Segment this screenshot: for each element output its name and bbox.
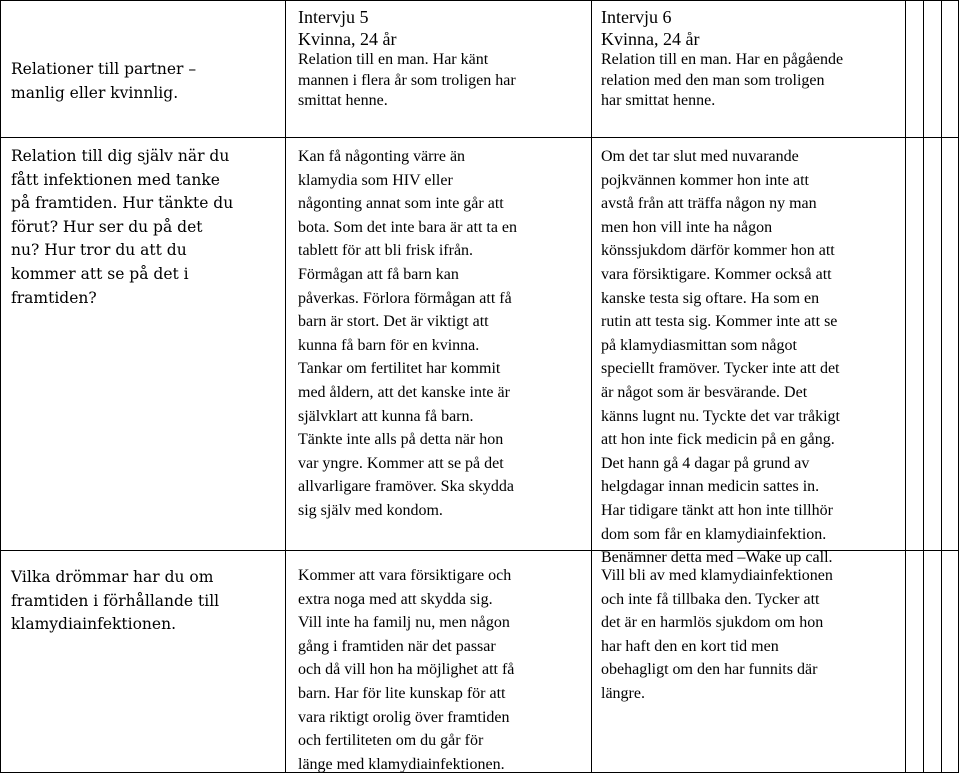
answer-line: kanske testa sig oftare. Ha som en [601, 289, 820, 307]
answer-line: och inte få tillbaka den. Tycker att [601, 590, 820, 608]
answer-line: barn är stort. Det är viktigt att [298, 313, 489, 331]
answer-line: Tankar om fertilitet har kommit [298, 360, 501, 378]
answer-line: vara riktigt orolig över framtiden [298, 708, 510, 726]
table-border-left [0, 0, 1, 773]
interview-subtitle: Kvinna, 24 år [601, 29, 700, 49]
answer-line: Kan få någonting värre än [298, 148, 466, 165]
answer-line: längre. [601, 684, 645, 702]
answer-line: länge med klamydiainfektionen. [298, 755, 505, 773]
answer-line: Förmågan att få barn kan [298, 265, 459, 283]
answer-line: Om det tar slut med nuvarande [601, 148, 799, 165]
answer-line: speciellt framöver. Tycker inte att det [601, 360, 840, 378]
interview-5-answer-cell-2 [298, 145, 588, 523]
interview-subtitle: Kvinna, 24 år [298, 29, 397, 49]
table-border-col1 [285, 0, 286, 773]
interview-description-line: har smittat henne. [601, 92, 716, 109]
question-line: manlig eller kvinnlig. [11, 83, 179, 102]
answer-line: känns lugnt nu. Tyckte det var tråkigt [601, 407, 840, 425]
answer-line: tablett för att bli frisk ifrån. [298, 242, 474, 260]
answer-line: Vill bli av med klamydiainfektionen [601, 567, 833, 584]
answer-line: allvarligare framöver. Ska skydda [298, 478, 514, 496]
answer-line: Benämner detta med –Wake up call. [601, 549, 833, 567]
answer-line: extra noga med att skydda sig. [298, 590, 493, 608]
answer-line: påverkas. Förlora förmågan att få [298, 289, 512, 307]
question-cell-2 [11, 145, 281, 310]
answer-line: på klamydiasmittan som något [601, 336, 797, 354]
interview-description-line: smittat henne. [298, 92, 388, 109]
answer-line: och då vill hon ha möjlighet att få [298, 661, 515, 679]
table-border-col5 [941, 0, 942, 773]
interview-5-answer-cell-3 [298, 564, 588, 776]
answer-line: avstå från att träffa någon ny man [601, 195, 817, 213]
answer-line: helgdagar innan medicin sattes in. [601, 478, 820, 496]
answer-line: klamydia som HIV eller [298, 171, 453, 189]
answer-line: Har tidigare tänkt att hon inte tillhör [601, 501, 833, 519]
answer-line: det är en harmlös sjukdom om hon [601, 614, 824, 632]
answer-line: med åldern, att det kanske inte är [298, 383, 510, 401]
question-cell-3 [11, 566, 281, 637]
table-border-col3 [905, 0, 906, 773]
interview-title: Intervju 6 [601, 7, 672, 27]
question-cell-1 [11, 58, 281, 105]
answer-line: kunna få barn för en kvinna. [298, 336, 480, 354]
question-line: Relation till dig själv när du [11, 147, 230, 165]
answer-line: är något som är besvärande. Det [601, 383, 808, 401]
answer-line: men hon vill inte ha någon [601, 218, 773, 236]
answer-line: Vill inte ha familj nu, men någon [298, 614, 510, 632]
answer-line: har haft den en kort tid men [601, 637, 779, 655]
question-line: kommer att se på det i [11, 264, 189, 283]
answer-line: Kommer att vara försiktigare och [298, 567, 512, 584]
answer-line: någonting annat som inte går att [298, 195, 504, 213]
interview-6-answer-cell-2 [601, 145, 901, 570]
answer-line: barn. Har för lite kunskap för att [298, 684, 506, 702]
table-border-top [0, 0, 959, 1]
interview-description-line: mannen i flera år som troligen har [298, 71, 516, 89]
question-line: framtiden? [11, 288, 97, 307]
table-row-divider-1 [0, 137, 959, 138]
answer-line: var yngre. Kommer att se på det [298, 454, 504, 472]
answer-line: sig själv med kondom. [298, 501, 443, 519]
table-border-col4 [923, 0, 924, 773]
table-border-col2 [591, 0, 592, 773]
answer-line: vara försiktigare. Kommer också att [601, 265, 832, 283]
question-line: på framtiden. Hur tänkte du [11, 194, 234, 213]
interview-description-line: relation med den man som troligen [601, 71, 825, 89]
answer-line: gång i framtiden när det passar [298, 637, 496, 655]
question-line: Vilka drömmar har du om [11, 568, 214, 586]
answer-line: dom som får en klamydiainfektion. [601, 525, 827, 543]
interview-title: Intervju 5 [298, 7, 369, 27]
answer-line: könssjukdom därför kommer hon att [601, 242, 835, 260]
answer-line: Tänkte inte alls på detta när hon [298, 431, 504, 449]
answer-line: pojkvännen kommer hon inte att [601, 171, 809, 189]
answer-line: rutin att testa sig. Kommer inte att se [601, 313, 838, 331]
question-line: klamydiainfektionen. [11, 615, 176, 634]
table-border-right [958, 0, 959, 773]
answer-line: självklart att kunna få barn. [298, 407, 474, 425]
question-line: fått infektionen med tanke [11, 170, 220, 189]
question-line: nu? Hur tror du att du [11, 241, 187, 260]
question-line: framtiden i förhållande till [11, 591, 220, 610]
question-line: Relationer till partner – [11, 60, 197, 78]
answer-line: bota. Som det inte bara är att ta en [298, 218, 518, 236]
answer-line: Det hann gå 4 dagar på grund av [601, 454, 810, 472]
question-line: förut? Hur ser du på det [11, 217, 203, 236]
answer-line: obehagligt om den har funnits där [601, 661, 818, 679]
interview-6-answer-cell-3 [601, 564, 901, 706]
answer-line: att hon inte fick medicin på en gång. [601, 431, 835, 449]
interview-description-line: Relation till en man. Har en pågående [601, 51, 844, 68]
interview-5-header-cell [298, 6, 588, 112]
interview-6-header-cell [601, 6, 901, 112]
interview-description-line: Relation till en man. Har känt [298, 51, 489, 68]
answer-line: och fertiliteten om du går för [298, 732, 484, 750]
